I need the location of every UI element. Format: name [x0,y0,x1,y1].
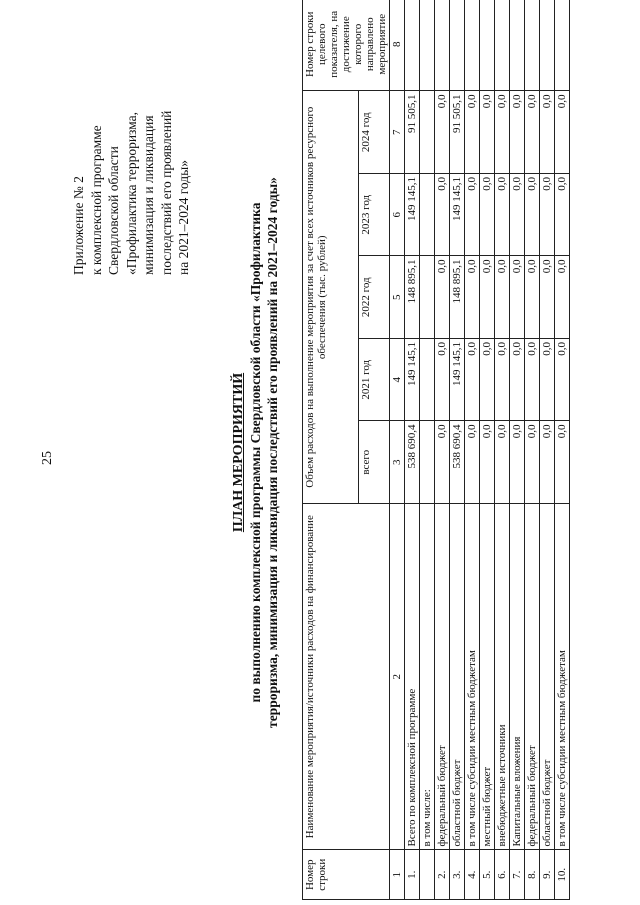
appendix-line: минимизация и ликвидация [141,115,156,275]
value-2021: 0,0 [525,339,540,422]
value-2022: 0,0 [555,256,570,339]
target-row [555,0,570,91]
column-index: 7 [390,91,405,174]
target-row [540,0,555,91]
value-2022: 0,0 [495,256,510,339]
value-2023: 0,0 [435,174,450,257]
table-row [435,0,450,900]
value-2024: 0,0 [480,91,495,174]
value-2021: 0,0 [555,339,570,422]
appendix-line: к комплексной программе [88,125,104,275]
column-index: 1 [390,850,405,900]
target-row [495,0,510,91]
row-name: областной бюджет [450,504,465,851]
column-index: 5 [390,256,405,339]
row-number: 6. [495,850,510,900]
row-name: в том числе: [420,504,435,851]
value-total: 0,0 [555,421,570,504]
header-row-number: Номер строки [303,850,390,900]
row-name: федеральный бюджет [525,504,540,851]
value-2022: 0,0 [480,256,495,339]
value-2022 [420,256,435,339]
value-total: 0,0 [540,421,555,504]
value-2024: 91 505,1 [450,91,465,174]
target-row [465,0,480,91]
row-name: Капитальные вложения [510,504,525,851]
value-2022: 0,0 [465,256,480,339]
table-row [510,0,525,900]
row-name: федеральный бюджет [435,504,450,851]
target-row [450,0,465,91]
value-2023: 0,0 [540,174,555,257]
value-total: 0,0 [480,421,495,504]
target-row [420,0,435,91]
value-total: 0,0 [525,421,540,504]
value-2024: 0,0 [435,91,450,174]
table-body [405,0,570,900]
plan-table [302,0,570,900]
value-2022: 0,0 [435,256,450,339]
target-row [480,0,495,91]
value-2023: 0,0 [510,174,525,257]
target-row [435,0,450,91]
value-2022: 148 895,1 [405,256,420,339]
value-total: 0,0 [435,421,450,504]
row-number: 3. [450,850,465,900]
appendix-line: Свердловской области [106,146,121,275]
page-number: 25 [40,451,55,465]
target-row [510,0,525,91]
row-number: 2. [435,850,450,900]
value-2024: 91 505,1 [405,91,420,174]
value-2023: 0,0 [495,174,510,257]
column-index: 4 [390,339,405,422]
value-total: 0,0 [495,421,510,504]
value-2024: 0,0 [495,91,510,174]
row-number: 8. [525,850,540,900]
row-number: 10. [555,850,570,900]
value-2024: 0,0 [525,91,540,174]
row-name: внебюджетные источники [495,504,510,851]
value-2024: 0,0 [555,91,570,174]
table-row [480,0,495,900]
row-name: местный бюджет [480,504,495,851]
table-row [540,0,555,900]
column-index: 3 [390,421,405,504]
header-name: Наименование мероприятия/источники расходов на финансирование [303,504,390,851]
table-row [405,0,420,900]
row-number: 4. [465,850,480,900]
value-2021: 0,0 [495,339,510,422]
row-name: в том числе субсидии местным бюджетам [465,504,480,851]
appendix-line: последствий его проявлений [158,110,174,275]
value-total: 538 690,4 [405,421,420,504]
value-2022: 0,0 [525,256,540,339]
title-line: терроризма, минимизация и ликвидация последствий его проявлений на 2021–2024 годы» [265,177,280,728]
value-total [420,421,435,504]
value-2023: 0,0 [465,174,480,257]
row-number [420,850,435,900]
header-total: всего [358,421,389,504]
value-2021: 149 145,1 [405,339,420,422]
target-row [525,0,540,91]
value-2023: 149 145,1 [405,174,420,257]
row-number: 5. [480,850,495,900]
value-2021: 0,0 [435,339,450,422]
value-2024 [420,91,435,174]
column-index: 8 [390,0,405,91]
column-index: 6 [390,174,405,257]
value-2021: 0,0 [540,339,555,422]
header-2022: 2022 год [358,256,389,339]
row-name: Всего по комплексной программе [405,504,420,851]
appendix-line: на 2021–2024 годы» [176,160,191,275]
header-volume: Объем расходов на выполнение мероприятия за счет всех источников ресурсного обеспечения (тыс. рублей) [303,91,359,504]
target-row [405,0,420,91]
appendix-line: Приложение № 2 [71,176,86,275]
value-2023 [420,174,435,257]
header-target: Номер строки целевого показателя, на достижение которого направлено мероприятие [303,0,390,91]
row-name: в том числе субсидии местным бюджетам [555,504,570,851]
value-2022: 148 895,1 [450,256,465,339]
value-2023: 0,0 [555,174,570,257]
header-2024: 2024 год [358,91,389,174]
row-name: областной бюджет [540,504,555,851]
value-2022: 0,0 [510,256,525,339]
row-number: 7. [510,850,525,900]
table-row [450,0,465,900]
table-row [525,0,540,900]
value-total: 538 690,4 [450,421,465,504]
value-2023: 0,0 [480,174,495,257]
table-row [495,0,510,900]
value-2024: 0,0 [510,91,525,174]
value-2021: 0,0 [465,339,480,422]
table-row [420,0,435,900]
value-total: 0,0 [465,421,480,504]
value-2023: 149 145,1 [450,174,465,257]
value-2023: 0,0 [525,174,540,257]
row-number: 9. [540,850,555,900]
column-index-row [390,0,405,900]
column-index: 2 [390,504,405,851]
header-2023: 2023 год [358,174,389,257]
value-2024: 0,0 [540,91,555,174]
value-2021: 149 145,1 [450,339,465,422]
document-title [230,0,281,905]
value-2021: 0,0 [480,339,495,422]
value-2024: 0,0 [465,91,480,174]
title-main: ПЛАН МЕРОПРИЯТИЙ [231,372,246,533]
value-total: 0,0 [510,421,525,504]
value-2022: 0,0 [540,256,555,339]
value-2021 [420,339,435,422]
appendix-block [70,15,193,275]
title-line: по выполнению комплексной программы Свердловской области «Профилактика [248,202,263,703]
appendix-line: «Профилактика терроризма, [123,111,139,275]
header-2021: 2021 год [358,339,389,422]
value-2021: 0,0 [510,339,525,422]
table-row [465,0,480,900]
row-number: 1. [405,850,420,900]
table-row [555,0,570,900]
